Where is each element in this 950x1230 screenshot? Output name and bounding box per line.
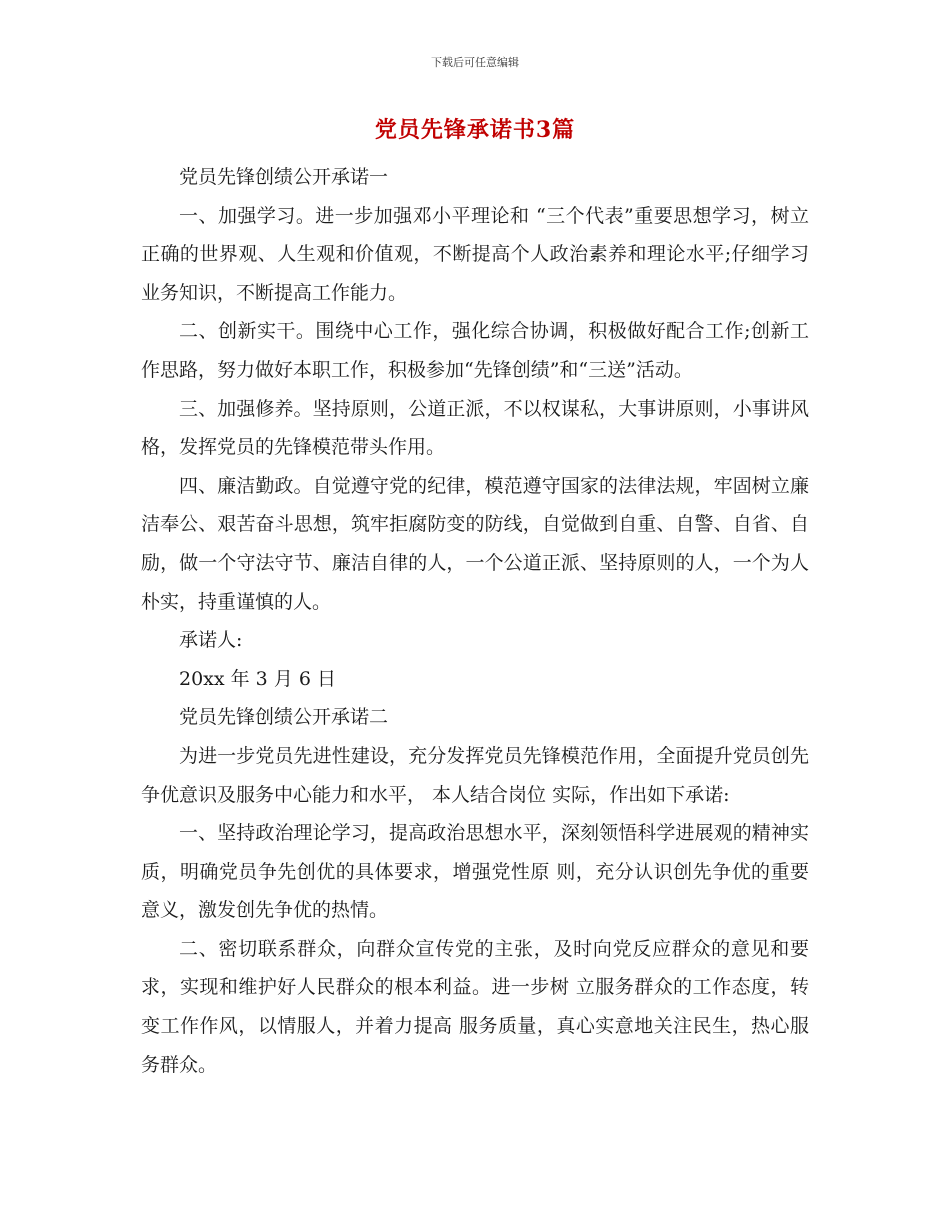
paragraph: 为进一步党员先进性建设，充分发挥党员先锋模范作用，全面提升党员创先争优意识及服务中心能力和水平， 本人结合岗位 实际，作出如下承诺: <box>141 744 809 806</box>
paragraph: 三、加强修养。坚持原则，公道正派，不以权谋私，大事讲原则，小事讲风格，发挥党员的先锋模范带头作用。 <box>141 397 809 459</box>
document-body <box>141 158 809 1084</box>
header-note: 下载后可任意编辑 <box>431 56 519 69</box>
section-heading-one: 党员先锋创绩公开承诺一 <box>179 166 389 188</box>
paragraph: 二、密切联系群众，向群众宣传党的主张，及时向党反应群众的意见和要求，实现和维护好人民群众的根本利益。进一步树 立服务群众的工作态度，转变工作作风，以情服人，并着力提高 服务质量，真心实意地关注民生，热心服务群众。 <box>141 937 809 1076</box>
signatory-label: 承诺人: <box>179 629 243 652</box>
paragraph: 四、廉洁勤政。自觉遵守党的纪律，模范遵守国家的法律法规，牢固树立廉洁奉公、艰苦奋斗思想，筑牢拒腐防变的防线，自觉做到自重、自警、自省、自励，做一个守法守节、廉洁自律的人，一个公道正派、坚持原则的人，一个为人朴实，持重谨慎的人。 <box>141 474 809 613</box>
date-line: 20xx 年 3 月 6 日 <box>179 667 336 690</box>
paragraph: 二、创新实干。围绕中心工作，强化综合协调，积极做好配合工作;创新工作思路，努力做好本职工作，积极参加“先锋创绩”和“三送”活动。 <box>141 320 809 381</box>
paragraph: 一、加强学习。进一步加强邓小平理论和 “三个代表”重要思想学习，树立正确的世界观、人生观和价值观，不断提高个人政治素养和理论水平;仔细学习业务知识，不断提高工作能力。 <box>141 204 809 304</box>
section-heading-two: 党员先锋创绩公开承诺二 <box>179 706 389 729</box>
paragraph: 一、坚持政治理论学习，提高政治思想水平，深刻领悟科学进展观的精神实质，明确党员争先创优的具体要求，增强党性原 则，充分认识创先争优的重要意义，激发创先争优的热情。 <box>141 822 809 922</box>
document-title: 党员先锋承诺书3篇 <box>374 117 576 143</box>
